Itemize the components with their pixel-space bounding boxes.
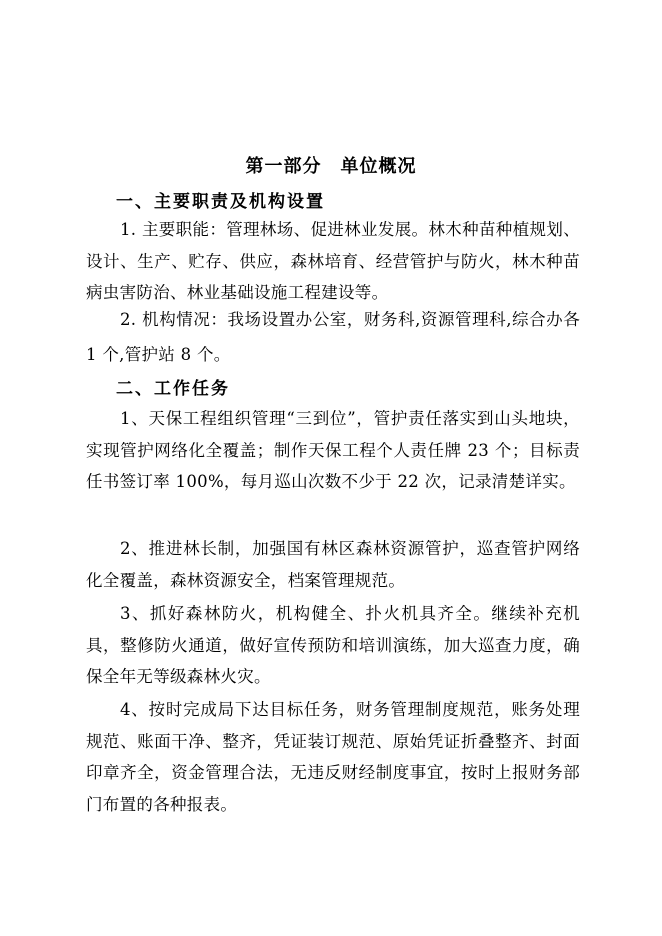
page-title: 第一部分 单位概况 [245, 156, 417, 177]
paragraph-task-1: 1、天保工程组织管理“三到位”，管护责任落实到山头地块，实现管护网络化全覆盖；制作天保工程个人责任牌 23 个；目标责任书签订率 100%，每月巡山次数不少于 22 次，记录清楚详实。 [86, 409, 580, 491]
paragraph-organization: 2. 机构情况：我场设置办公室，财务科,资源管理科,综合办各 1 个,管护站 8 个。 [86, 310, 580, 364]
section-heading-tasks: 二、工作任务 [116, 379, 230, 399]
paragraph-main-functions: 1. 主要职能：管理林场、促进林业发展。林木种苗种植规划、设计、生产、贮存、供应，森林培育、经营管护与防火，林木种苗病虫害防治、林业基础设施工程建设等。 [86, 220, 580, 302]
paragraph-task-4: 4、按时完成局下达目标任务，财务管理制度规范，账务处理规范、账面干净、整齐，凭证装订规范、原始凭证折叠整齐、封面印章齐全，资金管理合法，无违反财经制度事宜，按时上报财务部门布置的各种报表。 [86, 700, 580, 814]
paragraph-task-3: 3、抓好森林防火，机构健全、扑火机具齐全。继续补充机具，整修防火通道，做好宣传预防和培训演练，加大巡查力度，确保全年无等级森林火灾。 [86, 604, 580, 686]
section-heading-duties: 一、主要职责及机构设置 [116, 192, 325, 212]
paragraph-task-2: 2、推进林长制，加强国有林区森林资源管护，巡查管护网络化全覆盖，森林资源安全，档案管理规范。 [86, 539, 580, 590]
